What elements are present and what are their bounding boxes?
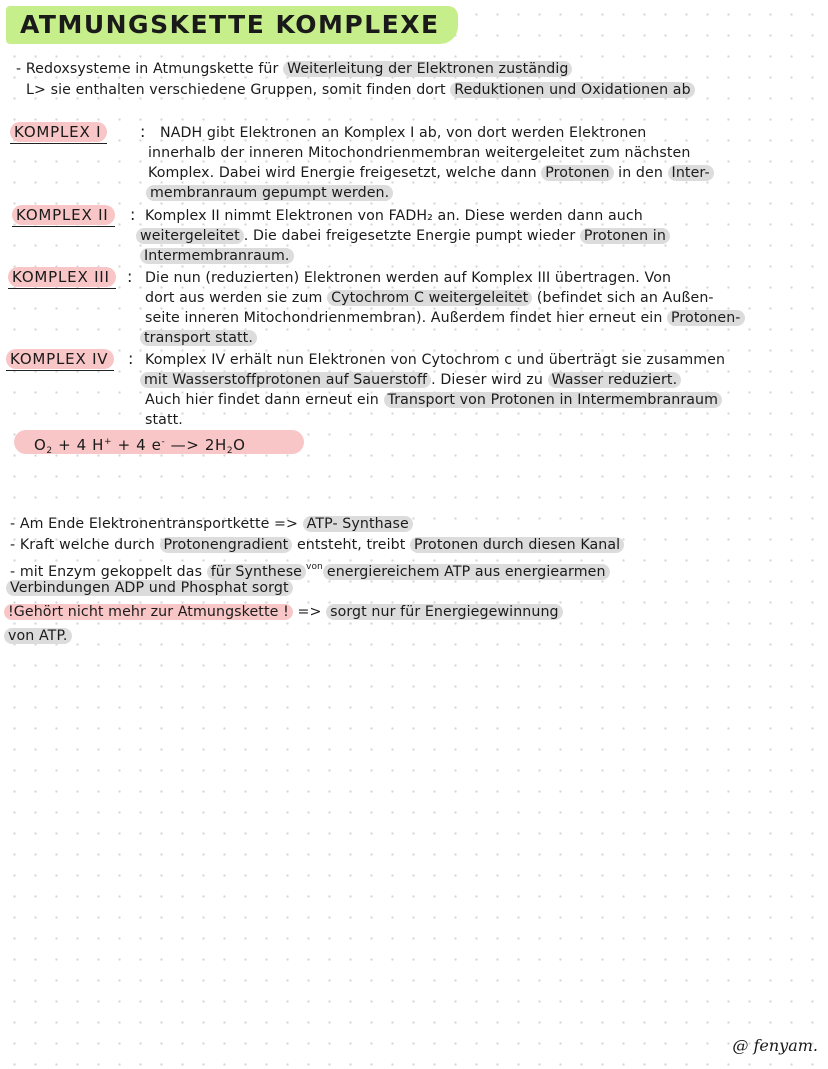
komplex-3-line-1: Die nun (reduzierten) Elektronen werden auf Komplex III übertragen. Von [145,270,672,286]
komplex-1-line-1: NADH gibt Elektronen an Komplex I ab, von dort werden Elektronen [160,125,647,141]
intro-line-1: - Redoxsysteme in Atmungskette für Weiterleitung der Elektronen zuständig [16,60,572,78]
komplex-1-line-2: innerhalb der inneren Mitochondrienmembran weitergeleitet zum nächsten [148,145,691,161]
komplex-4-colon: : [128,349,134,368]
komplex-4-line-3: Auch hier findet dann erneut ein Transport von Protonen in Intermembranraum [145,391,722,409]
komplex-4-line-2: mit Wasserstoffprotonen auf Sauerstoff . Dieser wird zu Wasser reduziert. [140,371,681,389]
intro-line-2: L> sie enthalten verschiedene Gruppen, somit finden dort Reduktionen und Oxidationen ab [26,81,695,99]
komplex-1-line-3: Komplex. Dabei wird Energie freigesetzt, welche dann Protonen in den Inter- [148,164,714,182]
note-line-1: - Am Ende Elektronentransportkette => ATP- Synthase [10,515,413,533]
note-line-5: !Gehört nicht mehr zur Atmungskette ! => sorgt nur für Energiegewinnung [4,603,563,621]
author-signature: @ fenyam. [732,1036,818,1055]
page-title: ATMUNGSKETTE KOMPLEXE [6,6,458,44]
komplex-3-line-4: transport statt. [140,329,257,347]
komplex-4-label: KOMPLEX IV [6,349,114,371]
komplex-4-line-1: Komplex IV erhält nun Elektronen von Cytochrom c und überträgt sie zusammen [145,352,726,368]
note-line-3: - mit Enzym gekoppelt das für Synthese $^{von}$ energiereichem ATP aus energiearmen [10,558,610,581]
komplex-2-line-3: Intermembranraum. [140,247,294,265]
komplex-3-line-3: seite inneren Mitochondrienmembran). Außerdem findet hier erneut ein Protonen- [145,309,745,327]
note-line-6: von ATP. [4,627,72,645]
komplex-2-line-2: weitergeleitet . Die dabei freigesetzte Energie pumpt wieder Protonen in [136,227,670,245]
komplex-1-line-4: membranraum gepumpt werden. [146,184,393,202]
komplex-2-line-1: Komplex II nimmt Elektronen von FADH₂ an. Diese werden dann auch [145,208,643,224]
komplex-4-line-4: statt. [145,412,183,428]
note-line-4: Verbindungen ADP und Phosphat sorgt [6,579,293,597]
highlight: Reduktionen und Oxidationen ab [450,82,694,98]
komplex-2-colon: : [130,205,136,224]
note-line-2: - Kraft welche durch Protonengradient entsteht, treibt Protonen durch diesen Kanal [10,536,624,554]
water-formation-formula: $O_2 + 4$ H+ + 4 e- —> $2H_2O$ [34,436,246,456]
komplex-3-line-2: dort aus werden sie zum Cytochrom C weitergeleitet (befindet sich an Außen- [145,290,714,306]
komplex-1-colon: : [140,122,146,141]
komplex-3-colon: : [127,267,133,286]
komplex-1-label: KOMPLEX I [10,122,107,144]
komplex-2-label: KOMPLEX II [12,205,115,227]
warning-highlight: !Gehört nicht mehr zur Atmungskette ! [4,604,293,620]
highlight: Weiterleitung der Elektronen zuständig [283,61,572,77]
komplex-3-label: KOMPLEX III [8,267,116,289]
